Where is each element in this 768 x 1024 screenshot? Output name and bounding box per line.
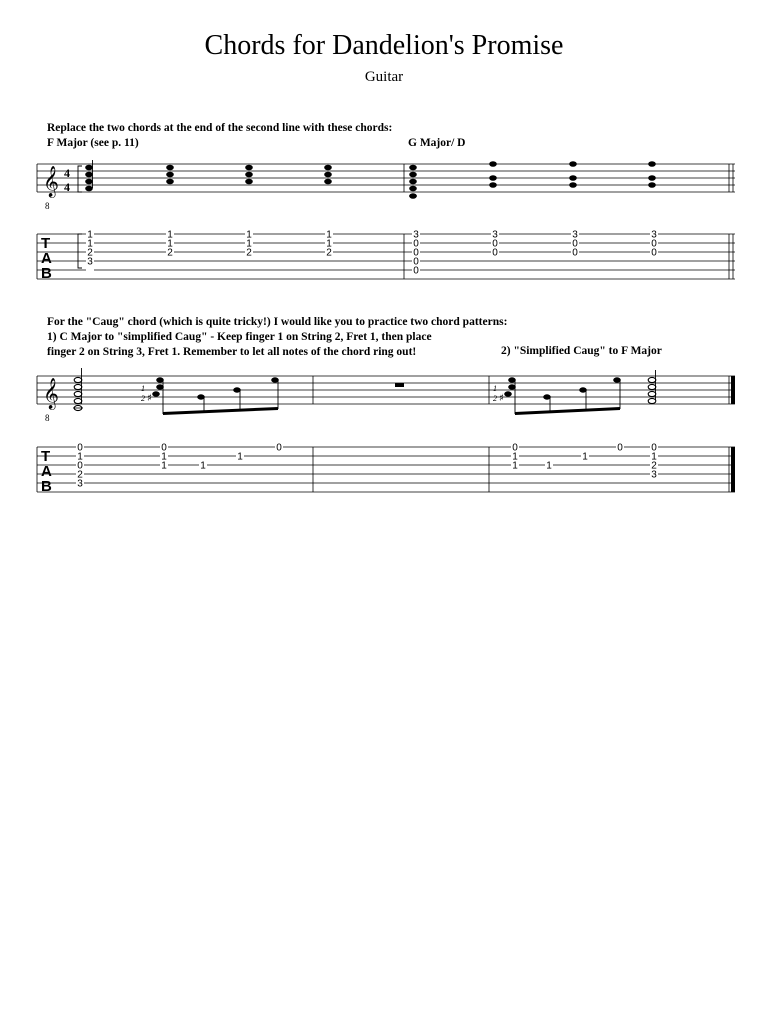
g-major-d-chords xyxy=(409,161,656,199)
chord-note-group xyxy=(85,160,93,191)
tab-number: 1 xyxy=(200,460,206,472)
tab-number: 0 xyxy=(276,442,282,454)
tab-number: 1 xyxy=(546,460,552,472)
chord-note-group xyxy=(489,161,497,188)
tab-number: 2 xyxy=(326,247,332,259)
tab-number: 1 xyxy=(582,451,588,463)
tab-number: 0 xyxy=(77,442,83,454)
instruction-system2-line1: For the "Caug" chord (which is quite tricky!) I would like you to practice two chord patterns: xyxy=(47,316,508,328)
tab-number: 3 xyxy=(413,229,419,241)
tab-number: 1 xyxy=(651,451,657,463)
tab-number: 2 xyxy=(77,469,83,481)
time-signature-top: 4 xyxy=(64,166,70,180)
chord-note-group xyxy=(166,165,174,185)
tab-number: 0 xyxy=(492,247,498,259)
tab-number: 1 xyxy=(77,451,83,463)
tab-number: 0 xyxy=(161,442,167,454)
treble-clef-icon: 𝄞 xyxy=(43,378,59,409)
tab-staff-system1 xyxy=(37,234,735,279)
tab-number: 1 xyxy=(167,238,173,250)
tab-numbers-system1 xyxy=(86,229,658,277)
tab-chord-bracket xyxy=(78,234,82,268)
tab-number: 1 xyxy=(237,451,243,463)
sharp-icon: ♯ xyxy=(147,393,152,404)
treble-clef-icon: 𝄞 xyxy=(43,166,59,197)
tab-letter-a: A xyxy=(41,463,52,480)
tab-number: 1 xyxy=(326,229,332,241)
tab-letter-b: B xyxy=(41,478,52,495)
tab-number: 1 xyxy=(246,229,252,241)
chord-note-group xyxy=(245,165,253,185)
tab-number: 0 xyxy=(651,238,657,250)
f-major-chords xyxy=(85,160,332,191)
tab-number: 0 xyxy=(413,238,419,250)
time-signature-bottom: 4 xyxy=(64,180,70,194)
tab-number: 0 xyxy=(413,247,419,259)
tab-number: 3 xyxy=(492,229,498,241)
tab-number: 3 xyxy=(87,256,93,268)
tab-number: 2 xyxy=(87,247,93,259)
chord-note-group xyxy=(648,161,656,188)
tab-number: 0 xyxy=(492,238,498,250)
staff-system1 xyxy=(37,164,735,192)
tab-number: 0 xyxy=(617,442,623,454)
tab-number: 3 xyxy=(651,469,657,481)
chord-note-group xyxy=(324,165,332,185)
chord-label-f-major: F Major (see p. 11) xyxy=(47,137,139,149)
tab-letter-a: A xyxy=(41,250,52,267)
instruction-system1: Replace the two chords at the end of the second line with these chords: xyxy=(47,122,393,134)
tab-letter-b: B xyxy=(41,265,52,282)
tab-number: 1 xyxy=(87,238,93,250)
tab-number: 0 xyxy=(572,247,578,259)
tab-number: 0 xyxy=(651,247,657,259)
tab-letter-t: T xyxy=(41,448,51,465)
clef-octave-mark: 8 xyxy=(45,201,50,211)
tab-number: 0 xyxy=(512,442,518,454)
tab-letter-t: T xyxy=(41,235,51,252)
clef-octave-mark: 8 xyxy=(45,413,50,423)
chord-note-group xyxy=(409,165,417,199)
instruction-system2-line3: finger 2 on String 3, Fret 1. Remember to let all notes of the chord ring out! xyxy=(47,346,417,358)
tab-number: 0 xyxy=(651,442,657,454)
fingering-mark: 1 xyxy=(141,384,145,393)
tab-number: 0 xyxy=(572,238,578,250)
fingering-mark: 2 xyxy=(141,394,145,403)
tab-staff-system2 xyxy=(37,447,735,492)
instruction-system2-line2: 1) C Major to "simplified Caug" - Keep finger 1 on String 2, Fret 1, then place xyxy=(47,331,432,343)
tab-number: 1 xyxy=(246,238,252,250)
tab-numbers-system2 xyxy=(76,442,658,490)
tab-number: 1 xyxy=(167,229,173,241)
tab-number: 2 xyxy=(651,460,657,472)
fingering-mark: 1 xyxy=(493,384,497,393)
tab-number: 1 xyxy=(512,451,518,463)
f-major-half-chord xyxy=(648,370,656,404)
page-title: Chords for Dandelion's Promise xyxy=(204,30,564,61)
final-barline xyxy=(731,447,735,492)
tab-number: 1 xyxy=(326,238,332,250)
tab-number: 2 xyxy=(246,247,252,259)
instrument-label: Guitar xyxy=(364,69,404,85)
chord-bracket xyxy=(78,166,82,192)
tab-number: 0 xyxy=(413,256,419,268)
tab-number: 3 xyxy=(572,229,578,241)
tab-number: 3 xyxy=(77,478,83,490)
tab-number: 0 xyxy=(77,460,83,472)
fingering-mark: 2 xyxy=(493,394,497,403)
final-barline xyxy=(731,376,735,404)
sharp-icon: ♯ xyxy=(499,393,504,404)
tab-number: 1 xyxy=(512,460,518,472)
tab-number: 0 xyxy=(413,265,419,277)
chord-label-g-major-d: G Major/ D xyxy=(408,137,466,149)
tab-number: 3 xyxy=(651,229,657,241)
chord-note-group xyxy=(569,161,577,188)
tab-number: 1 xyxy=(161,451,167,463)
tab-number: 1 xyxy=(161,460,167,472)
tab-number: 1 xyxy=(87,229,93,241)
tab-number: 2 xyxy=(167,247,173,259)
whole-rest-icon xyxy=(395,383,404,387)
pattern2-label: 2) "Simplified Caug" to F Major xyxy=(501,345,662,357)
